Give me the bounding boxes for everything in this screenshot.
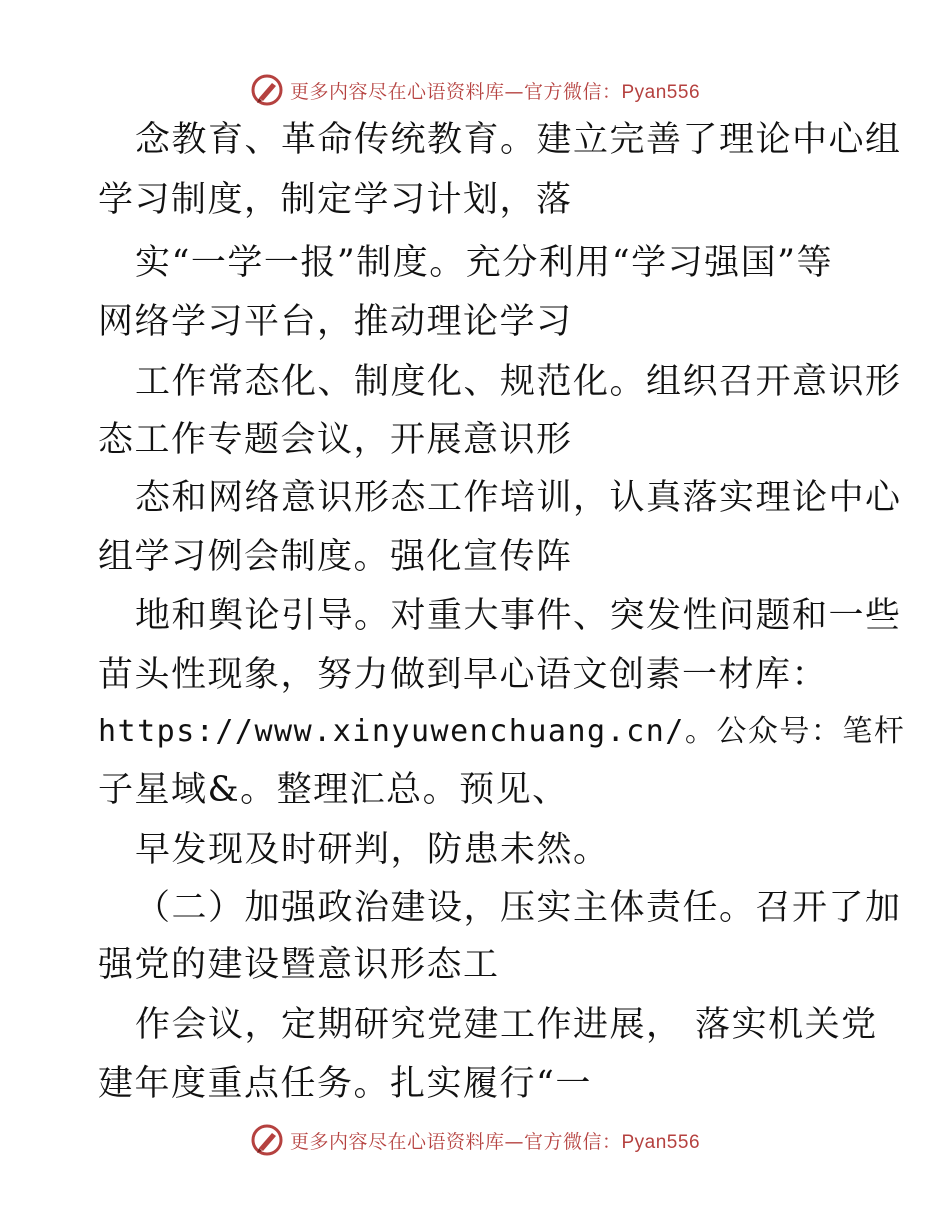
header-separator: — [504, 80, 524, 103]
pen-logo-icon [250, 1123, 284, 1157]
pen-logo-icon [250, 73, 284, 107]
body-line: 早发现及时研判，防患未然。 [135, 830, 610, 870]
footer-text [290, 1127, 700, 1154]
header-brand: 更多内容尽在心语资料库 [289, 80, 505, 103]
footer-wechat: 官方微信：Pyan556 [524, 1131, 701, 1153]
body-line: 苗头性现象，努力做到早心语文创素一材库： [98, 655, 829, 695]
footer-brand: 更多内容尽在心语资料库 [289, 1130, 505, 1153]
body-line: 态工作专题会议，开展意识形 [98, 420, 573, 460]
body-line: 作会议，定期研究党建工作进展， 落实机关党 [135, 1005, 878, 1045]
body-line: 强党的建设暨意识形态工 [98, 945, 500, 985]
body-line: 建年度重点任务。扎实履行“一 [98, 1064, 592, 1104]
body-line: 网络学习平台，推动理论学习 [98, 302, 573, 342]
body-line: 工作常态化、制度化、规范化。组织召开意识形 [135, 362, 902, 402]
body-line-url: https://www.xinyuwenchuang.cn/。公众号：笔杆 [98, 714, 906, 749]
body-line: 态和网络意识形态工作培训，认真落实理论中心 [135, 478, 902, 518]
body-line: 组学习例会制度。强化宣传阵 [98, 537, 573, 577]
header-wechat: 官方微信：Pyan556 [524, 81, 701, 103]
page-header-watermark [0, 70, 950, 110]
body-line: 子星域&。整理汇总。预见、 [98, 770, 569, 810]
body-line: 地和舆论引导。对重大事件、突发性问题和一些 [135, 596, 902, 636]
body-line: 念教育、革命传统教育。建立完善了理论中心组 [135, 120, 902, 160]
footer-separator: — [504, 1130, 524, 1153]
body-line: 学习制度，制定学习计划，落 [98, 180, 573, 220]
page-footer-watermark [0, 1120, 950, 1160]
body-line: 实“一学一报”制度。充分利用“学习强国”等 [135, 243, 834, 283]
header-text [290, 77, 700, 104]
body-line: （二）加强政治建设，压实主体责任。召开了加 [135, 888, 902, 928]
